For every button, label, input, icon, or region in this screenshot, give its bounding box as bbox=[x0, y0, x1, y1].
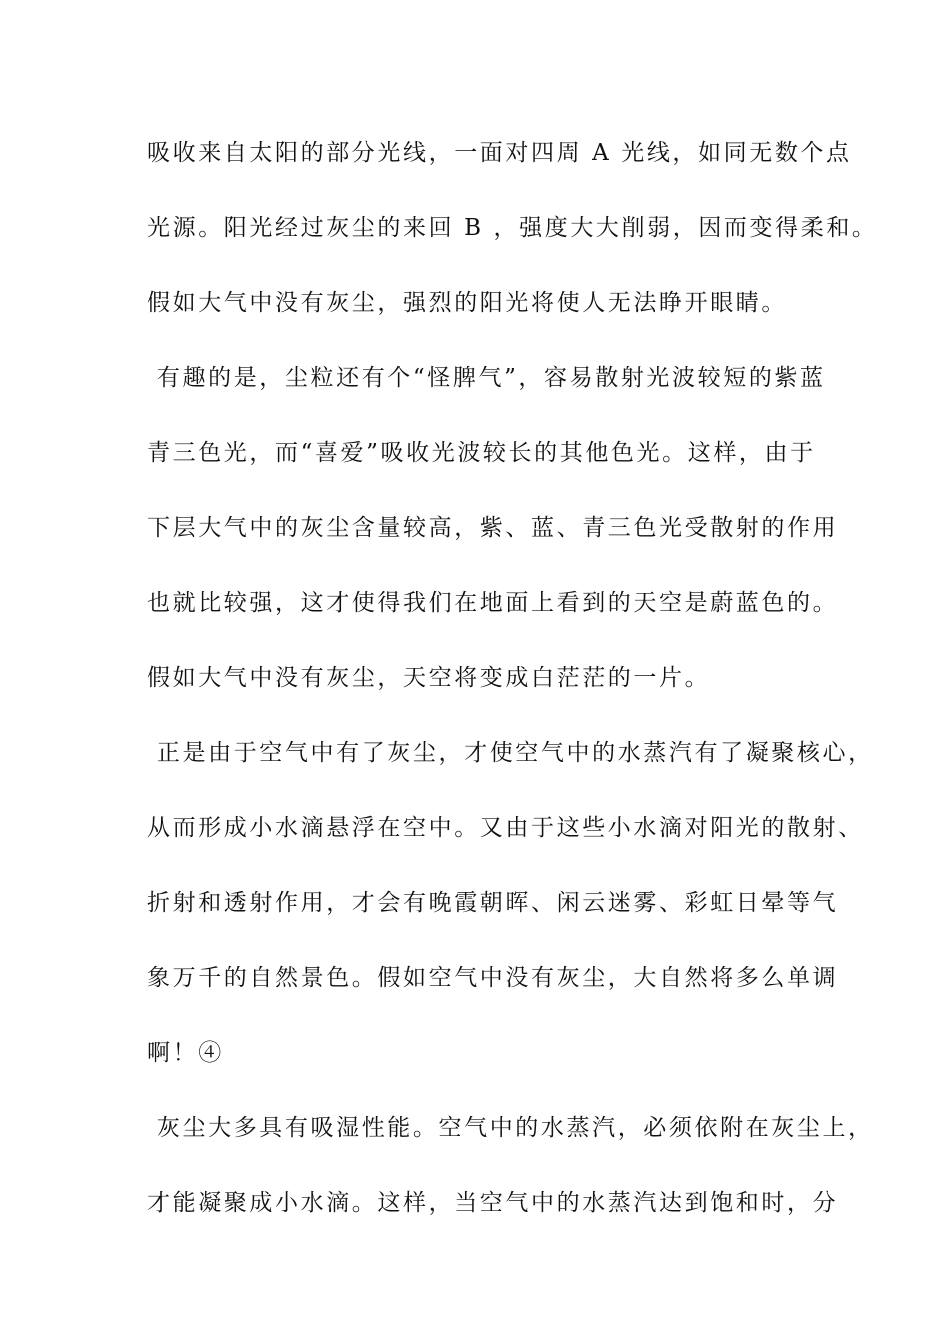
text-line: 假如大气中没有灰尘，天空将变成白茫茫的一片。 bbox=[147, 665, 711, 691]
text-line: 假如大气中没有灰尘，强烈的阳光将使人无法睁开眼睛。 bbox=[147, 290, 787, 316]
text-line: 也就比较强，这才使得我们在地面上看到的天空是蔚蓝色的。 bbox=[147, 590, 839, 616]
text-line: 吸收来自太阳的部分光线，一面对四周 A 光线，如同无数个点 bbox=[147, 140, 852, 166]
text-line: 下层大气中的灰尘含量较高，紫、蓝、青三色光受散射的作用 bbox=[147, 515, 839, 541]
text-line: 灰尘大多具有吸湿性能。空气中的水蒸汽，必须依附在灰尘上， bbox=[147, 1115, 874, 1141]
text-line: 青三色光，而“喜爱”吸收光波较长的其他色光。这样，由于 bbox=[147, 440, 816, 466]
text-line: 从而形成小水滴悬浮在空中。又由于这些小水滴对阳光的散射、 bbox=[147, 815, 864, 841]
text-line: 啊！④ bbox=[147, 1040, 224, 1066]
text-line: 折射和透射作用，才会有晚霞朝晖、闲云迷雾、彩虹日晕等气 bbox=[147, 890, 839, 916]
text-line: 才能凝聚成小水滴。这样，当空气中的水蒸汽达到饱和时，分 bbox=[147, 1190, 839, 1216]
text-line: 正是由于空气中有了灰尘，才使空气中的水蒸汽有了凝聚核心， bbox=[147, 740, 874, 766]
text-line: 象万千的自然景色。假如空气中没有灰尘，大自然将多么单调 bbox=[147, 965, 839, 991]
text-line: 光源。阳光经过灰尘的来回 B ，强度大大削弱，因而变得柔和。 bbox=[147, 215, 878, 241]
body-text bbox=[147, 130, 878, 1255]
text-line: 有趣的是，尘粒还有个“怪脾气”，容易散射光波较短的紫蓝 bbox=[147, 365, 826, 391]
